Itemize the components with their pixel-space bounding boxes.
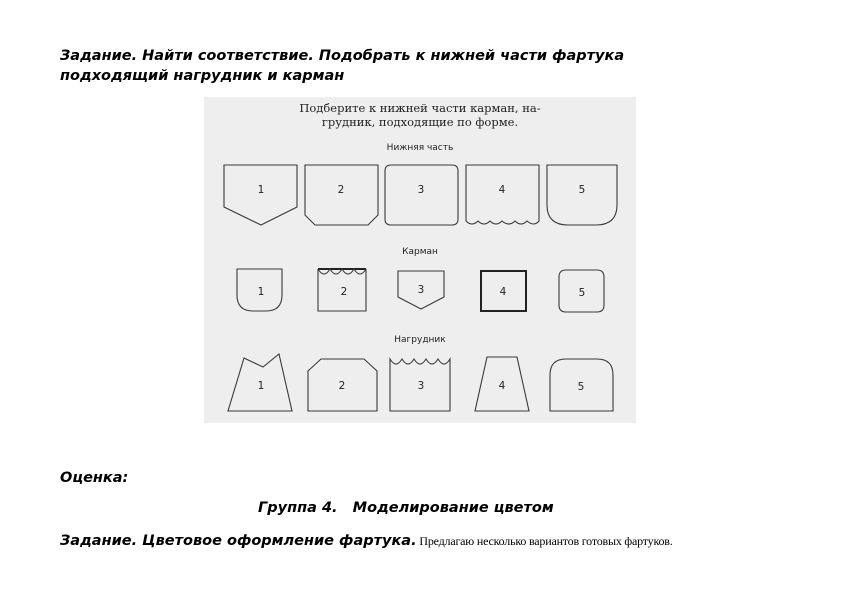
bib-shape-4: [475, 357, 529, 411]
pocket-shape-1: [237, 269, 282, 311]
task2-description: Предлагаю несколько вариантов готовых фартуков.: [416, 534, 673, 548]
lower-part-shape-4: [466, 165, 539, 224]
group-heading: Группа 4. Моделирование цветом: [258, 500, 554, 516]
lower-part-shape-5: [547, 165, 617, 225]
bib-number-1: 1: [257, 380, 265, 392]
lower-part-number-4: 4: [498, 184, 506, 196]
pocket-shape-2: [318, 269, 366, 311]
task-title-line-1: Задание. Найти соответствие. Подобрать к нижней части фартука: [60, 48, 625, 64]
pocket-number-1: 1: [257, 286, 265, 298]
pocket-shape-4: [481, 271, 526, 311]
worksheet-instruction-line-2: грудник, подходящие по форме.: [321, 115, 519, 129]
worksheet-drawing: [204, 97, 636, 423]
lower-part-number-5: 5: [578, 184, 586, 196]
lower-part-number-2: 2: [337, 184, 345, 196]
pocket-number-4: 4: [499, 286, 507, 298]
bib-number-4: 4: [498, 380, 506, 392]
lower-part-shape-3: [385, 165, 458, 225]
pocket-number-5: 5: [578, 287, 586, 299]
bib-number-3: 3: [417, 380, 425, 392]
pocket-number-2: 2: [340, 286, 348, 298]
task-title: [60, 46, 760, 86]
row-label-lower-part: Нижняя часть: [386, 143, 454, 153]
lower-part-shape-2: [305, 165, 378, 225]
lower-part-number-3: 3: [417, 184, 425, 196]
pocket-number-3: 3: [417, 284, 425, 296]
grade-label: Оценка:: [60, 470, 129, 486]
row-label-pocket: Карман: [402, 247, 438, 257]
row-label-bib: Нагрудник: [394, 335, 446, 345]
pocket-shape-3: [398, 271, 444, 309]
worksheet-image: [204, 97, 636, 423]
worksheet-instruction-line-1: Подберите к нижней части карман, на-: [299, 101, 541, 115]
lower-part-number-1: 1: [257, 184, 265, 196]
task2-paragraph: [60, 530, 800, 549]
task-title-line-2: подходящий нагрудник и карман: [60, 68, 345, 84]
task2-title: Задание. Цветовое оформление фартука.: [60, 533, 417, 549]
bib-number-2: 2: [338, 380, 346, 392]
bib-shape-5: [550, 359, 613, 411]
lower-part-shape-1: [224, 165, 297, 225]
bib-number-5: 5: [577, 381, 585, 393]
pocket-shape-5: [559, 270, 604, 312]
bib-shape-1: [228, 354, 292, 411]
bib-shape-2: [308, 359, 377, 411]
bib-shape-3: [390, 359, 450, 411]
